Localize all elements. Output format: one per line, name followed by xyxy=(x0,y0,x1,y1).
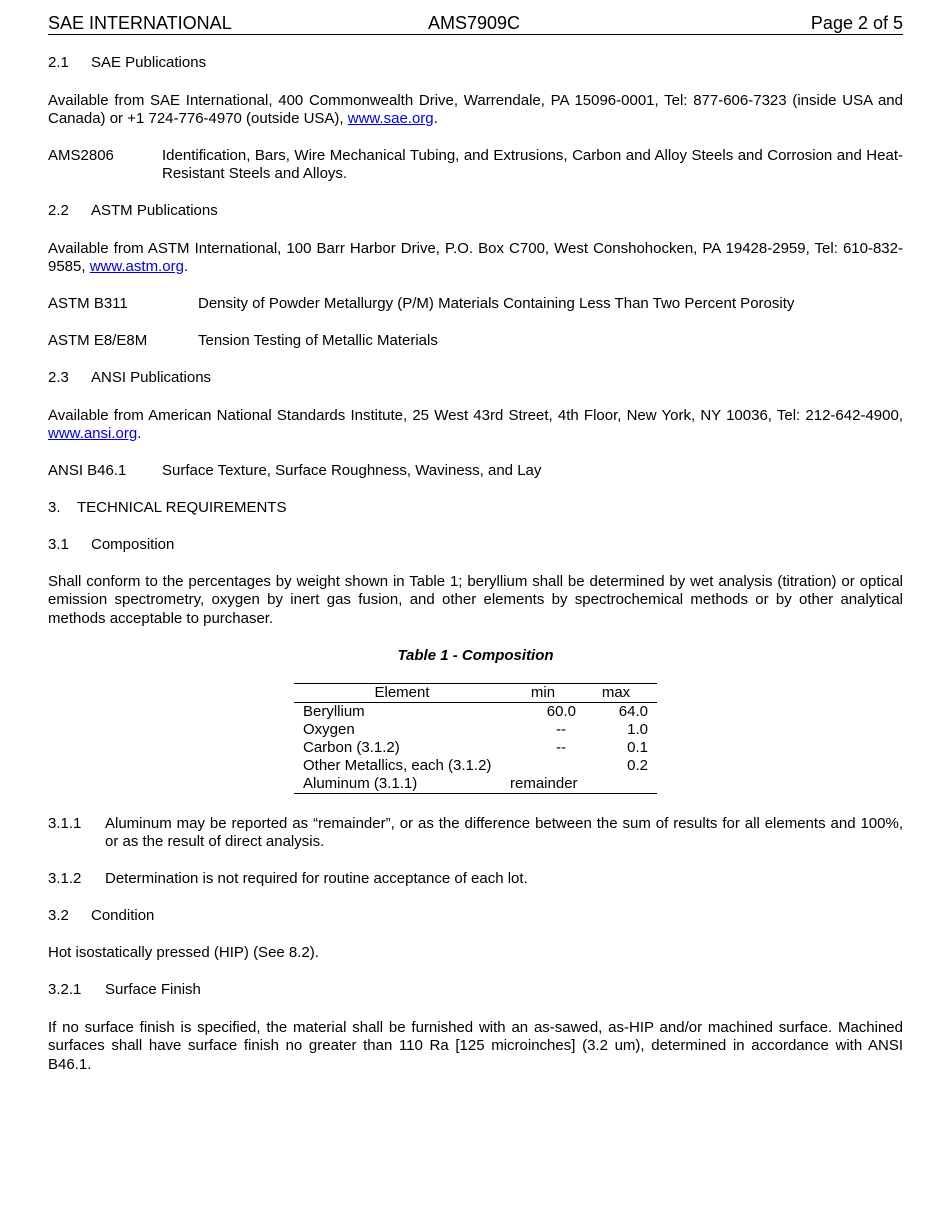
sae-link[interactable]: www.sae.org xyxy=(347,110,434,128)
section-3-1-1: 3.1.1 Aluminum may be reported as “remainder”, or as the difference between the sum of results for all elements and 100%, or as the result of direct analysis. xyxy=(48,815,903,851)
composition-table xyxy=(294,683,657,794)
section-3-2-text: Hot isostatically pressed (HIP) (See 8.2). xyxy=(48,944,319,961)
ansi-link[interactable]: www.ansi.org xyxy=(48,425,138,443)
section-2-3-availability: Available from American National Standards Institute, 25 West 43rd Street, 4th Floor, New York, NY 10036, Tel: 212-642-4900, www.ansi.org. xyxy=(48,407,903,443)
section-3-heading: 3. TECHNICAL REQUIREMENTS xyxy=(48,499,287,516)
table-header-row xyxy=(294,684,657,703)
reference-astm-b311: ASTM B311 Density of Powder Metallurgy (P/M) Materials Containing Less Than Two Percent Porosity xyxy=(48,295,795,312)
section-2-1-availability: Available from SAE International, 400 Commonwealth Drive, Warrendale, PA 15096-0001, Tel: 877-606-7323 (inside USA and Canada) or +1 724-776-4970 (outside USA), www.sae.org. xyxy=(48,92,903,128)
reference-ansi-b46-1: ANSI B46.1 Surface Texture, Surface Roughness, Waviness, and Lay xyxy=(48,462,542,479)
table-row: Aluminum (3.1.1) remainder xyxy=(303,775,578,792)
reference-ams2806: AMS2806 Identification, Bars, Wire Mechanical Tubing, and Extrusions, Carbon and Alloy Steels and Corrosion and Heat-Resistant Steels and Alloys. xyxy=(48,147,903,183)
section-2-2-heading: 2.2 ASTM Publications xyxy=(48,202,218,219)
header-doc-number: AMS7909C xyxy=(428,13,521,33)
astm-link[interactable]: www.astm.org xyxy=(89,258,184,276)
section-3-1-heading: 3.1 Composition xyxy=(48,536,175,553)
column-header-element: Element xyxy=(294,684,510,703)
section-3-2-1-text: If no surface finish is specified, the material shall be furnished with an as-sawed, as-HIP and/or machined surface. Machined surfaces shall have surface finish no greater than 110 Ra [125 microinches] (3.2 um), determined in accordance with ANSI B46.1. xyxy=(48,1019,903,1073)
table-row: Carbon (3.1.2) -- 0.1 xyxy=(303,739,648,756)
section-2-2-availability: Available from ASTM International, 100 Barr Harbor Drive, P.O. Box C700, West Conshohocken, PA 19428-2959, Tel: 610-832-9585, www.astm.org. xyxy=(48,240,903,276)
column-header-min: min xyxy=(510,684,576,703)
section-2-3-heading: 2.3 ANSI Publications xyxy=(48,369,212,386)
table-row: Oxygen -- 1.0 xyxy=(303,721,648,738)
table-title: Table 1 - Composition xyxy=(397,647,554,664)
reference-astm-e8: ASTM E8/E8M Tension Testing of Metallic Materials xyxy=(48,332,438,349)
header-org: SAE INTERNATIONAL xyxy=(48,13,232,33)
section-3-2-1-heading: 3.2.1 Surface Finish xyxy=(48,981,201,998)
section-3-2-heading: 3.2 Condition xyxy=(48,907,155,924)
column-header-max: max xyxy=(576,684,657,703)
table-row: Beryllium 60.0 64.0 xyxy=(303,703,648,720)
section-3-1-text: Shall conform to the percentages by weight shown in Table 1; beryllium shall be determined by wet analysis (titration) or optical emission spectrometry, oxygen by inert gas fusion, and other elements by spectrochemical methods or by other analytical methods acceptable to purchaser. xyxy=(48,573,903,627)
section-3-1-2: 3.1.2 Determination is not required for routine acceptance of each lot. xyxy=(48,870,528,887)
section-2-1-heading: 2.1 SAE Publications xyxy=(48,54,207,71)
page-header xyxy=(48,12,903,35)
table-row: Other Metallics, each (3.1.2) 0.2 xyxy=(303,757,648,774)
header-page-number: Page 2 of 5 xyxy=(810,13,903,33)
